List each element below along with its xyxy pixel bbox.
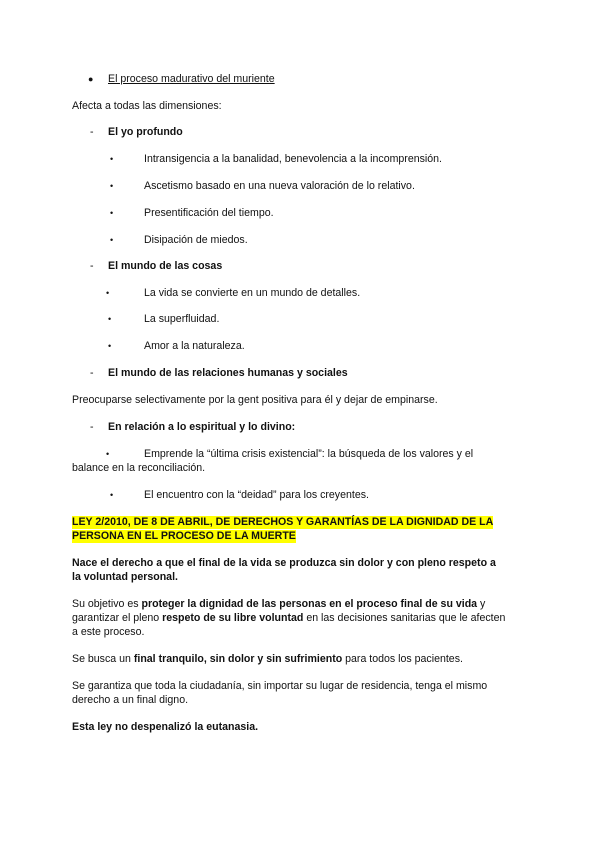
list-bullet: • — [108, 314, 112, 324]
law-title-line2: PERSONA EN EL PROCESO DE LA MUERTE — [72, 530, 296, 542]
list-item: Amor a la naturaleza. — [144, 340, 245, 352]
list-bullet: • — [108, 341, 112, 351]
list-item: Presentificación del tiempo. — [144, 207, 274, 219]
law-paragraph-3 — [72, 653, 463, 666]
heading-bullet: ● — [88, 74, 94, 84]
list-item: Emprende la “última crisis existencial”: la búsqueda de los valores y el — [144, 448, 474, 460]
list-item: Ascetismo basado en una nueva valoración de lo relativo. — [144, 180, 415, 192]
law-paragraph-2-line3: a este proceso. — [72, 626, 145, 638]
law-paragraph-4: Se garantiza que toda la ciudadanía, sin importar su lugar de residencia, tenga el mismo — [72, 680, 488, 692]
list-bullet: • — [110, 154, 114, 164]
subheading-espiritual: En relación a lo espiritual y lo divino: — [108, 421, 296, 433]
dash-marker: - — [90, 367, 94, 379]
list-bullet: • — [110, 208, 114, 218]
list-item: La vida se convierte en un mundo de detalles. — [144, 287, 361, 299]
law-paragraph-4-cont: derecho a un final digno. — [72, 694, 189, 706]
list-bullet: • — [106, 449, 110, 459]
list-item: La superfluidad. — [144, 313, 220, 325]
subheading-yo-profundo: El yo profundo — [108, 126, 183, 138]
text-run: Se busca un — [72, 653, 134, 665]
text-run-bold: respeto de su libre voluntad — [162, 612, 304, 624]
text-run: en las decisiones sanitarias que le afecten — [303, 612, 506, 624]
text-run-bold: proteger la dignidad de las personas en el proceso final de su vida — [141, 598, 478, 610]
dash-marker: - — [90, 260, 94, 272]
list-item: Disipación de miedos. — [144, 234, 248, 246]
law-paragraph-2-line1 — [72, 598, 485, 611]
intro-text: Afecta a todas las dimensiones: — [72, 100, 222, 112]
law-paragraph-5: Esta ley no despenalizó la eutanasia. — [72, 721, 259, 733]
text-run-bold: final tranquilo, sin dolor y sin sufrimiento — [133, 653, 343, 665]
list-item: Intransigencia a la banalidad, benevolencia a la incomprensión. — [144, 153, 443, 165]
list-bullet: • — [106, 288, 110, 298]
text-run: garantizar el pleno — [72, 612, 163, 624]
dash-marker: - — [90, 126, 94, 138]
text-run: Su objetivo es — [72, 598, 142, 610]
law-paragraph-1: Nace el derecho a que el final de la vida se produzca sin dolor y con pleno respeto a — [72, 557, 496, 569]
text-run: y — [477, 598, 486, 610]
relaciones-body: Preocuparse selectivamente por la gent positiva para él y dejar de empinarse. — [72, 394, 438, 406]
law-paragraph-2-line2 — [72, 612, 505, 625]
list-bullet: • — [110, 181, 114, 191]
law-title-line1: LEY 2/2010, DE 8 DE ABRIL, DE DERECHOS Y GARANTÍAS DE LA DIGNIDAD DE LA — [72, 516, 494, 528]
text-run: para todos los pacientes. — [342, 653, 463, 665]
list-bullet: • — [110, 235, 114, 245]
dash-marker: - — [90, 421, 94, 433]
law-paragraph-1-cont: la voluntad personal. — [72, 571, 178, 583]
list-bullet: • — [110, 490, 114, 500]
subheading-relaciones: El mundo de las relaciones humanas y sociales — [108, 367, 348, 379]
subheading-mundo-cosas: El mundo de las cosas — [108, 260, 223, 272]
list-item: El encuentro con la “deidad” para los creyentes. — [144, 489, 369, 501]
section-heading: El proceso madurativo del muriente — [108, 73, 275, 85]
list-item-continuation: balance en la reconciliación. — [72, 462, 206, 474]
